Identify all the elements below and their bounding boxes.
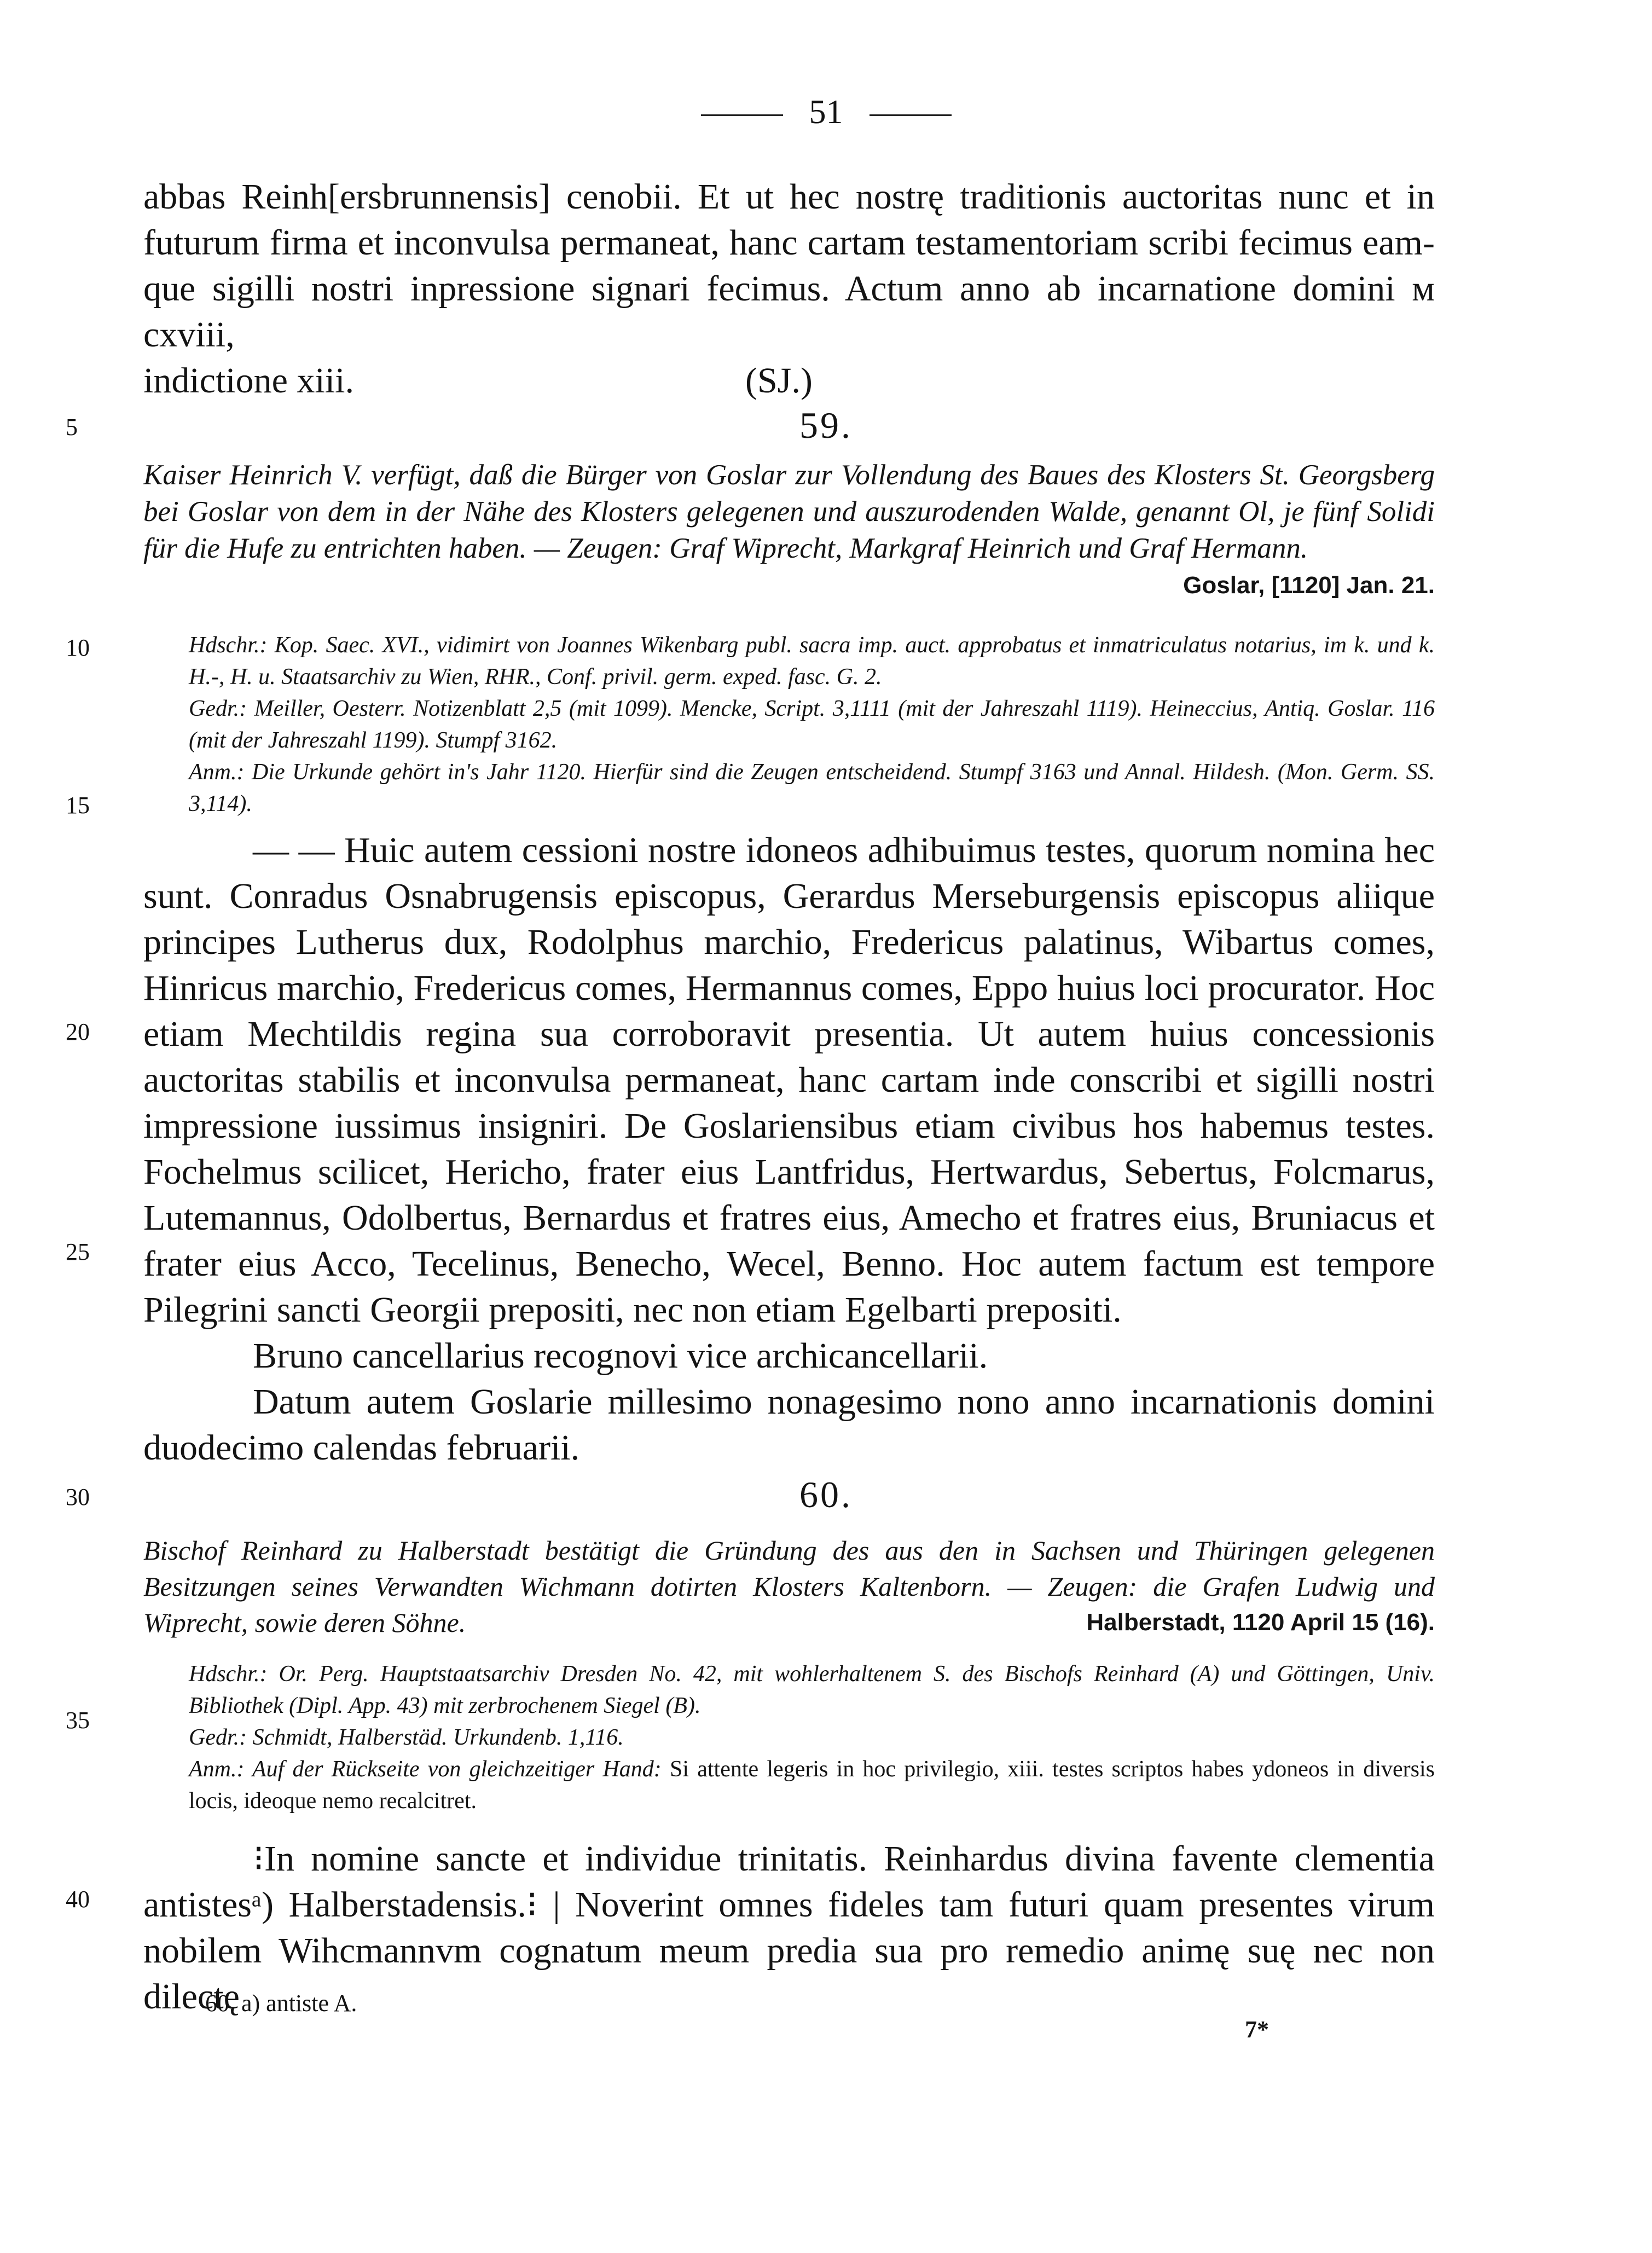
doc60-hdschr: Hdschr.: Or. Perg. Hauptstaatsarchiv Dresden No. 42, mit wohlerhaltenem S. des Bischofs Reinhard (A) und Göttingen, Univ. Bibliothek (Dipl. App. 43) mit zerbrochenem Siegel (B). [189, 1661, 1435, 1718]
line-number-5: 5 [66, 414, 78, 441]
doc59-anm: Anm.: Die Urkunde gehört in's Jahr 1120. Hierfür sind die Zeugen entscheidend. Stumpf 3163 und Annal. Hildesh. (Mon. Germ. SS. 3,114). [189, 760, 1435, 816]
doc59-main-text: — — Huic autem cessioni nostre idoneos adhibuimus testes, quorum nomina hec sunt. Conradus Osnabrugensis episcopus, Gerardus Merseburgensis episcopus aliique principes Lutherus dux, Rodolphus marchio, Fredericus palatinus, Wibartus comes, Hinricus marchio, Fredericus comes, Hermannus comes, Eppo huius loci procurator. Hoc etiam Mechtildis regina sua corroboravit presentia. Ut autem huius concessionis auctoritas stabilis et inconvulsa permaneat, hanc cartam inde conscribi et sigilli nostri impressione iussimus insigniri. De Goslariensibus etiam civibus hos habemus testes. Fochelmus scilicet, Hericho, frater eius Lantfridus, Hertwardus, Sebertus, Folcmarus, Lutemannus, Odolbertus, Bernardus et fratres eius, Amecho et fratres eius, Bruniacus et frater eius Acco, Tecelinus, Benecho, Wecel, Benno. Hoc autem factum est tempore Pilegrini sancti Georgii prepositi, nec non etiam Egelbarti prepositi. [143, 830, 1435, 1330]
line-number-40: 40 [66, 1886, 90, 1913]
doc59-place-date: Goslar, [1120] Jan. 21. [1183, 572, 1435, 599]
doc58-line-2: futurum firma et inconvulsa permaneat, hanc cartam testamentoriam scribi fecimus eam- [143, 223, 1435, 263]
signature-mark: 7* [1245, 2016, 1269, 2043]
doc58-sigla: (SJ.) [745, 361, 813, 401]
doc59-text [143, 827, 1435, 1471]
doc58-line-4 [143, 358, 1435, 404]
doc59-regest-text: Kaiser Heinrich V. verfügt, daß die Bürger von Goslar zur Vollendung des Baues des Klosters St. Georgsberg bei Goslar von dem in der Nähe des Klosters gelegenen und auszurodenden Walde, genannt Ol, je fünf Solidi für die Hufe zu entrichten haben. — Zeugen: Graf Wiprecht, Markgraf Heinrich und Graf Hermann. [143, 459, 1435, 564]
doc60-main-text: ⁝In nomine sancte et individue trinitatis. Reinhardus divina favente clementia antistesᵃ) Halberstadensis.⁝ | Noverint omnes fideles tam futuri quam presentes virum nobilem Wihcmannvm cognatum meum predia sua pro remedio animę suę nec non dilectę [143, 1839, 1435, 2017]
doc58-line-1: abbas Reinh[ersbrunnensis] cenobii. Et ut hec nostrę traditionis auctoritas nunc et in [143, 177, 1435, 217]
doc59-gedr: Gedr.: Meiller, Oesterr. Notizenblatt 2,5 (mit 1099). Mencke, Script. 3,1111 (mit der Jahreszahl 1119). Heineccius, Antiq. Goslar. 116 (mit der Jahreszahl 1199). Stumpf 3162. [189, 696, 1435, 753]
doc60-anm [189, 1753, 1435, 1817]
doc60-number: 60. [799, 1474, 853, 1515]
doc60-anm-label: Anm.: Auf der Rückseite von gleichzeitiger Hand: [189, 1757, 662, 1782]
doc60-regest [143, 1532, 1435, 1641]
page-number: 51 [809, 94, 843, 131]
doc59-datum: Datum autem Goslarie millesimo nonagesimo nono anno incarnationis domini duodecimo calendas februarii. [143, 1382, 1435, 1468]
doc58-line-3: que sigilli nostri inpressione signari fecimus. Actum anno ab incarnatione domini м cxviii, [143, 269, 1435, 355]
line-number-20: 20 [66, 1018, 90, 1045]
header-rule-left [701, 114, 783, 116]
footnote: 60. a) antiste A. [205, 1990, 357, 2017]
page-header [0, 93, 1652, 132]
doc58-indictione: indictione xiii. [143, 361, 354, 401]
doc59-number: 59. [799, 404, 853, 446]
doc58-continuation [143, 174, 1435, 404]
doc60-place-date: Halberstadt, 1120 April 15 (16). [1086, 1609, 1435, 1636]
line-number-15: 15 [66, 792, 90, 819]
line-number-35: 35 [66, 1707, 90, 1734]
line-number-30: 30 [66, 1484, 90, 1510]
doc59-apparatus [189, 629, 1435, 820]
doc60-anm-text: Si attente legeris in hoc privilegio, xiii. testes scriptos habes ydoneos in diversis locis, ideoque nemo recalcitret. [189, 1757, 1435, 1814]
doc59-regest [143, 457, 1435, 604]
doc60-regest-text: Bischof Reinhard zu Halberstadt bestätigt die Gründung des aus den in Sachsen und Thüringen gelegenen Besitzungen seines Verwandten Wichmann dotirten Klosters Kaltenborn. — Zeugen: die Grafen Ludwig und Wiprecht, sowie deren Söhne. [143, 1535, 1435, 1638]
doc60-apparatus [189, 1658, 1435, 1817]
line-number-10: 10 [66, 634, 90, 661]
doc59-recognition: Bruno cancellarius recognovi vice archicancellarii. [253, 1336, 988, 1376]
line-number-25: 25 [66, 1238, 90, 1265]
header-rule-right [870, 114, 952, 116]
doc60-gedr: Gedr.: Schmidt, Halberstäd. Urkundenb. 1,116. [189, 1725, 624, 1750]
doc59-hdschr: Hdschr.: Kop. Saec. XVI., vidimirt von Joannes Wikenbarg publ. sacra imp. auct. approbatus et inmatriculatus notarius, im k. und k. H.-, H. u. Staatsarchiv zu Wien, RHR., Conf. privil. germ. exped. fasc. G. 2. [189, 633, 1435, 690]
